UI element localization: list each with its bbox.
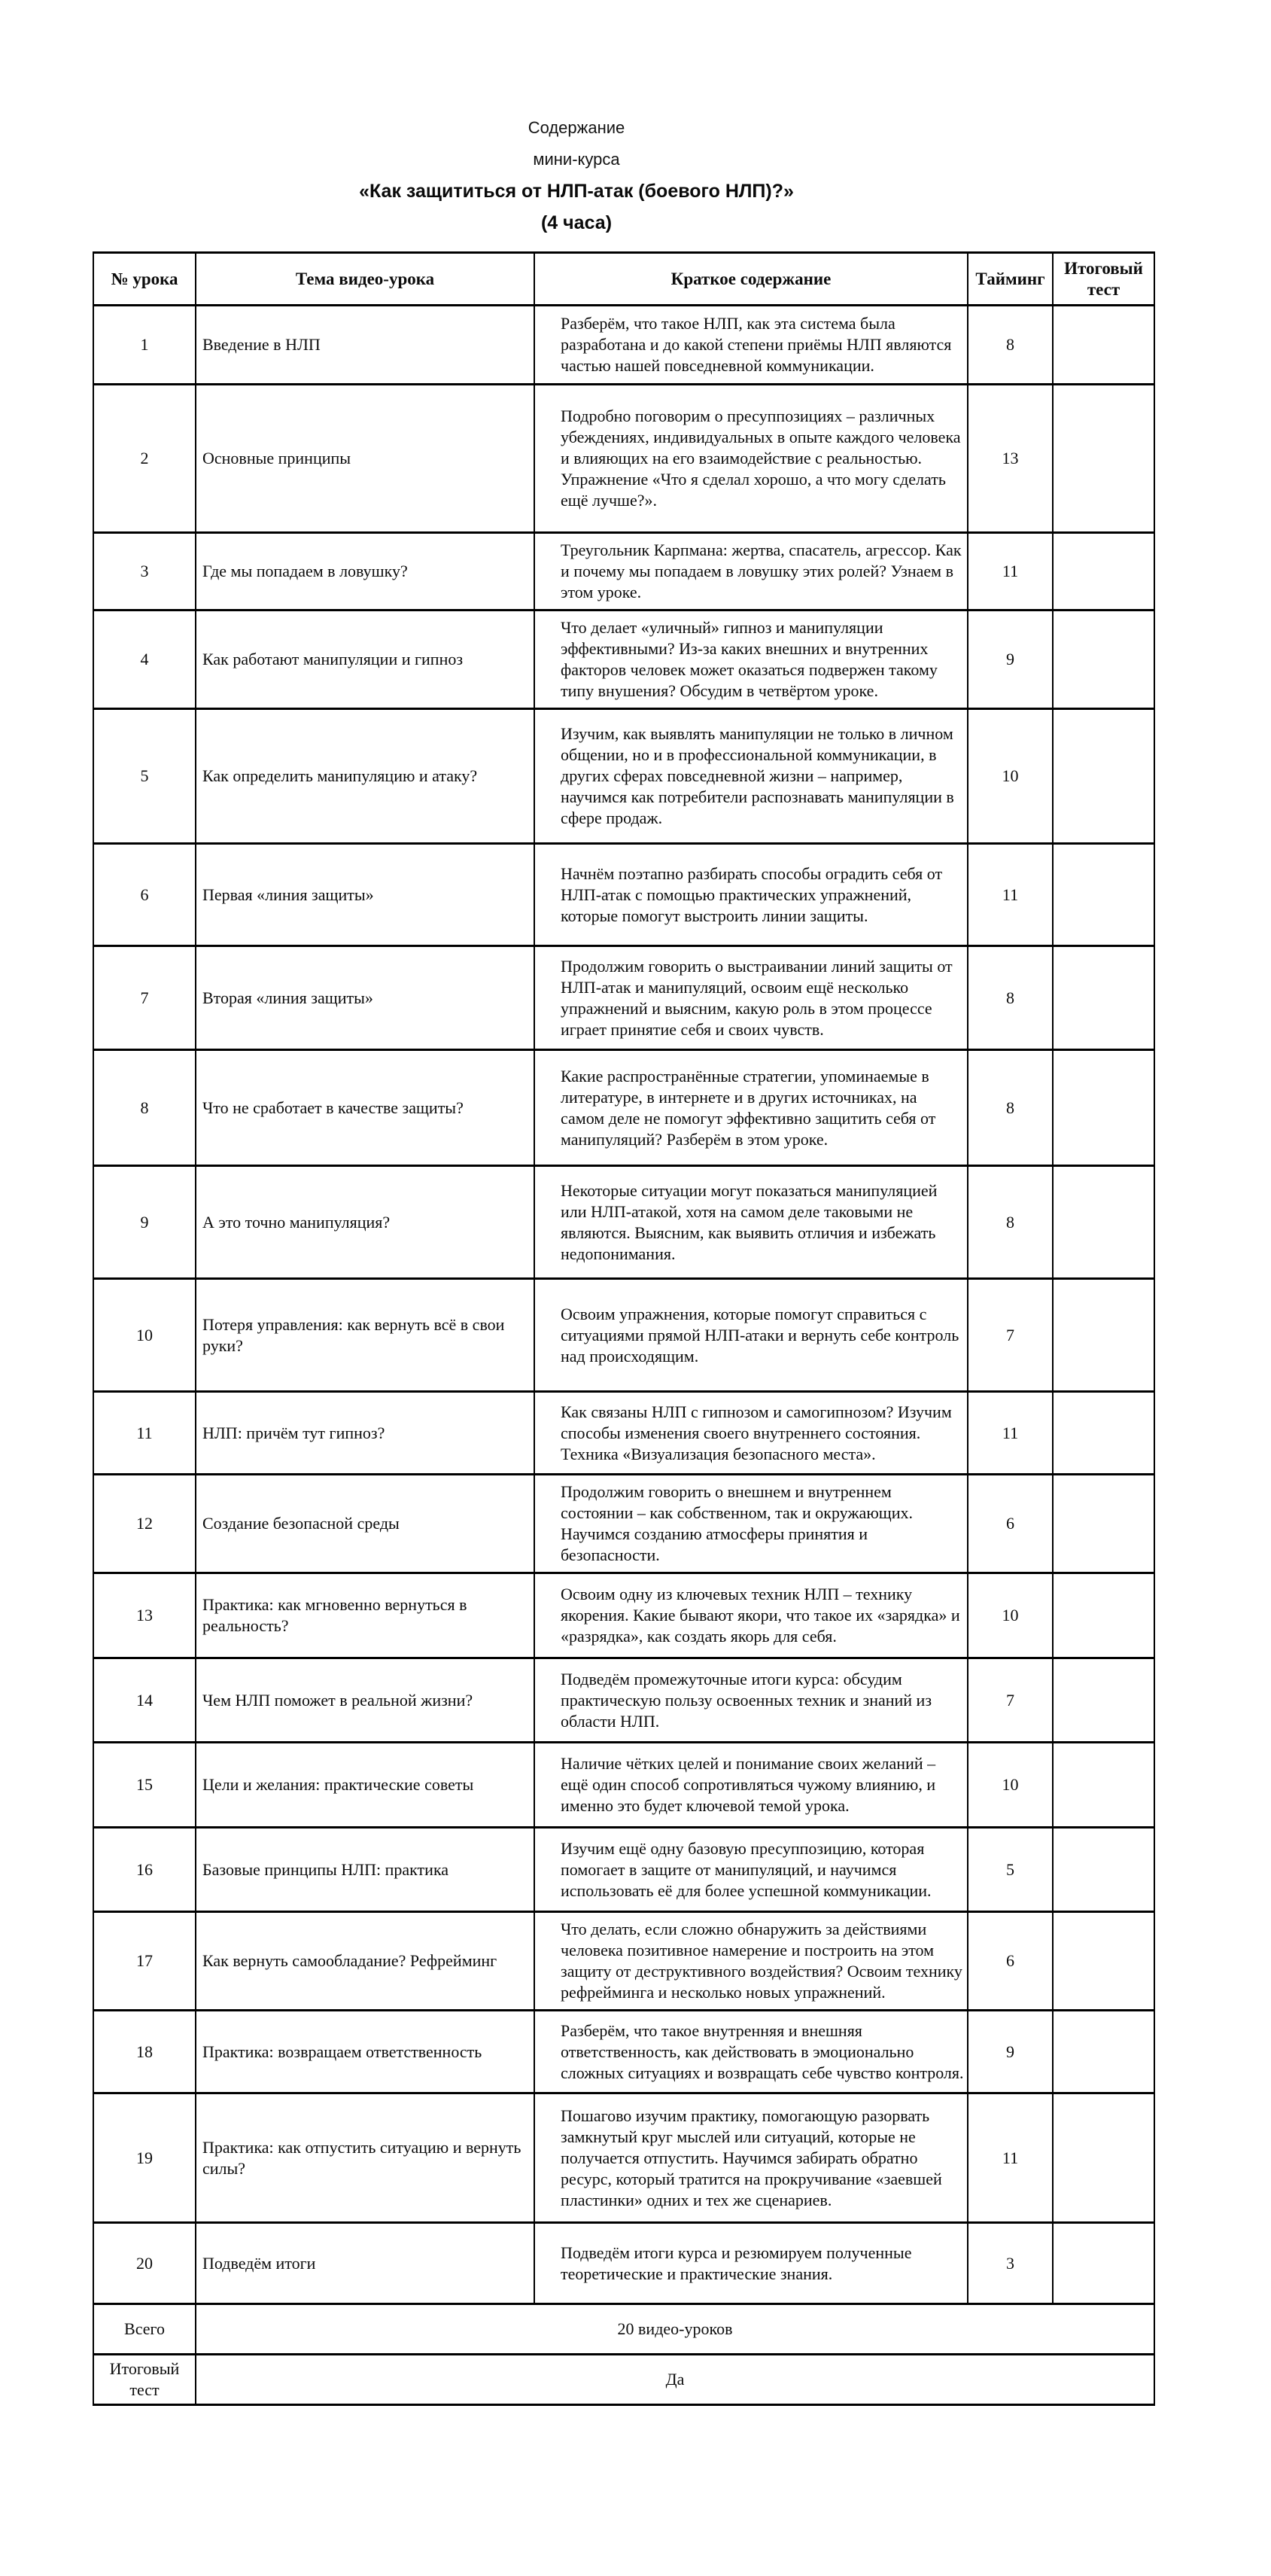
lesson-summary-cell: Разберём, что такое НЛП, как эта система была разработана и до какой степени приёмы НЛП являются частью нашей повседневной коммуникации. — [534, 306, 968, 385]
lesson-number-cell: 7 — [93, 946, 196, 1050]
lesson-topic-cell: НЛП: причём тут гипноз? — [196, 1392, 534, 1475]
lesson-topic-cell: Основные принципы — [196, 385, 534, 533]
lesson-timing-cell: 11 — [968, 1392, 1053, 1475]
lesson-test-cell — [1053, 1658, 1154, 1743]
table-row — [93, 611, 1154, 709]
lesson-number-cell: 5 — [93, 709, 196, 844]
lesson-topic-cell: Практика: как отпустить ситуацию и вернуть силы? — [196, 2093, 534, 2223]
lesson-number-cell: 20 — [93, 2223, 196, 2304]
lesson-timing-cell: 6 — [968, 1475, 1053, 1573]
lesson-summary-cell: Подробно поговорим о пресуппозициях – различных убеждениях, индивидуальных в опыте каждого человека и влияющих на его взаимодействие с реальностью. Упражнение «Что я сделал хорошо, а что могу сделать ещё лучше?». — [534, 385, 968, 533]
lesson-timing-cell: 11 — [968, 844, 1053, 946]
lesson-test-cell — [1053, 1050, 1154, 1166]
lesson-summary-cell: Пошагово изучим практику, помогающую разорвать замкнутый круг мыслей или ситуаций, которые не получается отпустить. Научимся забирать обратно ресурс, который тратится на прокручивание «заевшей пластинки» одних и тех же сценариев. — [534, 2093, 968, 2223]
lesson-test-cell — [1053, 1573, 1154, 1658]
lesson-test-cell — [1053, 1743, 1154, 1828]
lesson-test-cell — [1053, 946, 1154, 1050]
lesson-test-cell — [1053, 1166, 1154, 1279]
lesson-test-cell — [1053, 844, 1154, 946]
lesson-test-cell — [1053, 611, 1154, 709]
document-page — [0, 112, 1271, 2576]
lesson-number-cell: 3 — [93, 533, 196, 611]
table-row — [93, 1392, 1154, 1475]
lesson-timing-cell: 9 — [968, 611, 1053, 709]
lesson-test-cell — [1053, 1912, 1154, 2011]
lesson-topic-cell: Как вернуть самообладание? Рефрейминг — [196, 1912, 534, 2011]
lesson-summary-cell: Какие распространённые стратегии, упоминаемые в литературе, в интернете и в других источниках, на самом деле не помогут эффективно защитить себя от манипуляций? Разберём в этом уроке. — [534, 1050, 968, 1166]
course-duration: (4 часа) — [540, 212, 613, 233]
table-row — [93, 2011, 1154, 2093]
col-header-timing: Тайминг — [968, 253, 1053, 306]
col-header-topic: Тема видео-урока — [196, 253, 534, 306]
lesson-summary-cell: Наличие чётких целей и понимание своих желаний – ещё один способ сопротивляться чужому влиянию, и именно это будет ключевой темой урока. — [534, 1743, 968, 1828]
lesson-number-cell: 16 — [93, 1828, 196, 1912]
table-row — [93, 946, 1154, 1050]
lesson-topic-cell: Создание безопасной среды — [196, 1475, 534, 1573]
lesson-number-cell: 1 — [93, 306, 196, 385]
lesson-number-cell: 18 — [93, 2011, 196, 2093]
lesson-number-cell: 17 — [93, 1912, 196, 2011]
lesson-topic-cell: Первая «линия защиты» — [196, 844, 534, 946]
table-row — [93, 1658, 1154, 1743]
table-row — [93, 2223, 1154, 2304]
table-row — [93, 1743, 1154, 1828]
lesson-topic-cell: Как работают манипуляции и гипноз — [196, 611, 534, 709]
lesson-test-cell — [1053, 533, 1154, 611]
lesson-test-cell — [1053, 1475, 1154, 1573]
minicourse-label: мини-курса — [533, 150, 620, 169]
table-row — [93, 709, 1154, 844]
lesson-test-cell — [1053, 2011, 1154, 2093]
lesson-test-cell — [1053, 1279, 1154, 1392]
lesson-number-cell: 9 — [93, 1166, 196, 1279]
lesson-summary-cell: Продолжим говорить о внешнем и внутреннем состоянии – как собственном, так и окружающих. Научимся созданию атмосферы принятия и безопасности. — [534, 1475, 968, 1573]
lesson-summary-cell: Освоим одну из ключевых техник НЛП – технику якорения. Какие бывают якори, что такое их «зарядка» и «разрядка», как создать якорь для себя. — [534, 1573, 968, 1658]
lesson-topic-cell: Вторая «линия защиты» — [196, 946, 534, 1050]
table-row — [93, 1828, 1154, 1912]
lesson-summary-cell: Что делать, если сложно обнаружить за действиями человека позитивное намерение и построить на этом защиту от деструктивного воздействия? Освоим технику рефрейминга и несколько новых упражнений. — [534, 1912, 968, 2011]
lesson-number-cell: 4 — [93, 611, 196, 709]
lesson-timing-cell: 10 — [968, 709, 1053, 844]
lesson-topic-cell: Практика: возвращаем ответственность — [196, 2011, 534, 2093]
table-row — [93, 533, 1154, 611]
lesson-number-cell: 6 — [93, 844, 196, 946]
lesson-number-cell: 15 — [93, 1743, 196, 1828]
lesson-timing-cell: 8 — [968, 946, 1053, 1050]
lesson-topic-cell: Практика: как мгновенно вернуться в реальность? — [196, 1573, 534, 1658]
col-header-lesson-number: № урока — [93, 253, 196, 306]
total-row — [93, 2304, 1154, 2355]
contents-label: Содержание — [528, 118, 625, 137]
lesson-timing-cell: 10 — [968, 1743, 1053, 1828]
lesson-timing-cell: 7 — [968, 1279, 1053, 1392]
lesson-timing-cell: 8 — [968, 1166, 1053, 1279]
total-label: Всего — [93, 2304, 196, 2355]
course-title: «Как защититься от НЛП-атак (боевого НЛП)?» — [359, 181, 794, 202]
total-value: 20 видео-уроков — [196, 2304, 1154, 2355]
final-test-row — [93, 2355, 1154, 2405]
lesson-number-cell: 11 — [93, 1392, 196, 1475]
col-header-summary: Краткое содержание — [534, 253, 968, 306]
lesson-summary-cell: Изучим, как выявлять манипуляции не только в личном общении, но и в профессиональной коммуникации, в других сферах повседневной жизни – например, научимся как потребители распознавать манипуляции в сфере продаж. — [534, 709, 968, 844]
lesson-timing-cell: 7 — [968, 1658, 1053, 1743]
table-row — [93, 1050, 1154, 1166]
lesson-topic-cell: А это точно манипуляция? — [196, 1166, 534, 1279]
lesson-number-cell: 2 — [93, 385, 196, 533]
document-header — [93, 112, 1060, 239]
lesson-timing-cell: 11 — [968, 2093, 1053, 2223]
table-row — [93, 385, 1154, 533]
table-body — [93, 306, 1154, 2304]
course-table — [93, 251, 1155, 2406]
lesson-topic-cell: Чем НЛП поможет в реальной жизни? — [196, 1658, 534, 1743]
lesson-timing-cell: 13 — [968, 385, 1053, 533]
lesson-timing-cell: 10 — [968, 1573, 1053, 1658]
lesson-topic-cell: Как определить манипуляцию и атаку? — [196, 709, 534, 844]
lesson-topic-cell: Подведём итоги — [196, 2223, 534, 2304]
lesson-test-cell — [1053, 1828, 1154, 1912]
final-test-label: Итоговый тест — [93, 2355, 196, 2405]
lesson-timing-cell: 9 — [968, 2011, 1053, 2093]
col-header-final-test: Итоговый тест — [1053, 253, 1154, 306]
table-row — [93, 1279, 1154, 1392]
lesson-summary-cell: Освоим упражнения, которые помогут справиться с ситуациями прямой НЛП-атаки и вернуть себе контроль над происходящим. — [534, 1279, 968, 1392]
lesson-timing-cell: 5 — [968, 1828, 1053, 1912]
lesson-summary-cell: Что делает «уличный» гипноз и манипуляции эффективными? Из-за каких внешних и внутренних факторов человек может оказаться подвержен такому типу внушения? Обсудим в четвёртом уроке. — [534, 611, 968, 709]
lesson-topic-cell: Потеря управления: как вернуть всё в свои руки? — [196, 1279, 534, 1392]
table-row — [93, 1166, 1154, 1279]
lesson-timing-cell: 11 — [968, 533, 1053, 611]
table-row — [93, 844, 1154, 946]
table-row — [93, 1475, 1154, 1573]
lesson-timing-cell: 8 — [968, 1050, 1053, 1166]
table-row — [93, 1573, 1154, 1658]
table-header-row — [93, 253, 1154, 306]
lesson-test-cell — [1053, 2223, 1154, 2304]
table-footer — [93, 2304, 1154, 2405]
lesson-summary-cell: Начнём поэтапно разбирать способы оградить себя от НЛП-атак с помощью практических упражнений, которые помогут выстроить линии защиты. — [534, 844, 968, 946]
lesson-timing-cell: 6 — [968, 1912, 1053, 2011]
lesson-topic-cell: Цели и желания: практические советы — [196, 1743, 534, 1828]
lesson-test-cell — [1053, 1392, 1154, 1475]
lesson-topic-cell: Базовые принципы НЛП: практика — [196, 1828, 534, 1912]
lesson-summary-cell: Подведём итоги курса и резюмируем полученные теоретические и практические знания. — [534, 2223, 968, 2304]
lesson-summary-cell: Как связаны НЛП с гипнозом и самогипнозом? Изучим способы изменения своего внутреннего состояния. Техника «Визуализация безопасного места». — [534, 1392, 968, 1475]
lesson-test-cell — [1053, 2093, 1154, 2223]
lesson-summary-cell: Разберём, что такое внутренняя и внешняя ответственность, как действовать в эмоционально сложных ситуациях и возвращать себе чувство контроля. — [534, 2011, 968, 2093]
lesson-summary-cell: Продолжим говорить о выстраивании линий защиты от НЛП-атак и манипуляций, освоим ещё несколько упражнений и выясним, какую роль в этом процессе играет принятие себя и своих чувств. — [534, 946, 968, 1050]
lesson-test-cell — [1053, 385, 1154, 533]
lesson-number-cell: 8 — [93, 1050, 196, 1166]
lesson-summary-cell: Некоторые ситуации могут показаться манипуляцией или НЛП-атакой, хотя на самом деле таковыми не являются. Выясним, как выявить отличия и избежать недопонимания. — [534, 1166, 968, 1279]
table-row — [93, 306, 1154, 385]
table-row — [93, 1912, 1154, 2011]
lesson-number-cell: 19 — [93, 2093, 196, 2223]
final-test-value: Да — [196, 2355, 1154, 2405]
lesson-number-cell: 12 — [93, 1475, 196, 1573]
lesson-number-cell: 14 — [93, 1658, 196, 1743]
lesson-summary-cell: Треугольник Карпмана: жертва, спасатель, агрессор. Как и почему мы попадаем в ловушку этих ролей? Узнаем в этом уроке. — [534, 533, 968, 611]
lesson-test-cell — [1053, 709, 1154, 844]
lesson-timing-cell: 3 — [968, 2223, 1053, 2304]
lesson-timing-cell: 8 — [968, 306, 1053, 385]
lesson-summary-cell: Подведём промежуточные итоги курса: обсудим практическую пользу освоенных техник и знаний из области НЛП. — [534, 1658, 968, 1743]
table-row — [93, 2093, 1154, 2223]
lesson-test-cell — [1053, 306, 1154, 385]
lesson-number-cell: 13 — [93, 1573, 196, 1658]
lesson-topic-cell: Введение в НЛП — [196, 306, 534, 385]
lesson-topic-cell: Где мы попадаем в ловушку? — [196, 533, 534, 611]
lesson-number-cell: 10 — [93, 1279, 196, 1392]
lesson-summary-cell: Изучим ещё одну базовую пресуппозицию, которая помогает в защите от манипуляций, и научимся использовать её для более успешной коммуникации. — [534, 1828, 968, 1912]
lesson-topic-cell: Что не сработает в качестве защиты? — [196, 1050, 534, 1166]
